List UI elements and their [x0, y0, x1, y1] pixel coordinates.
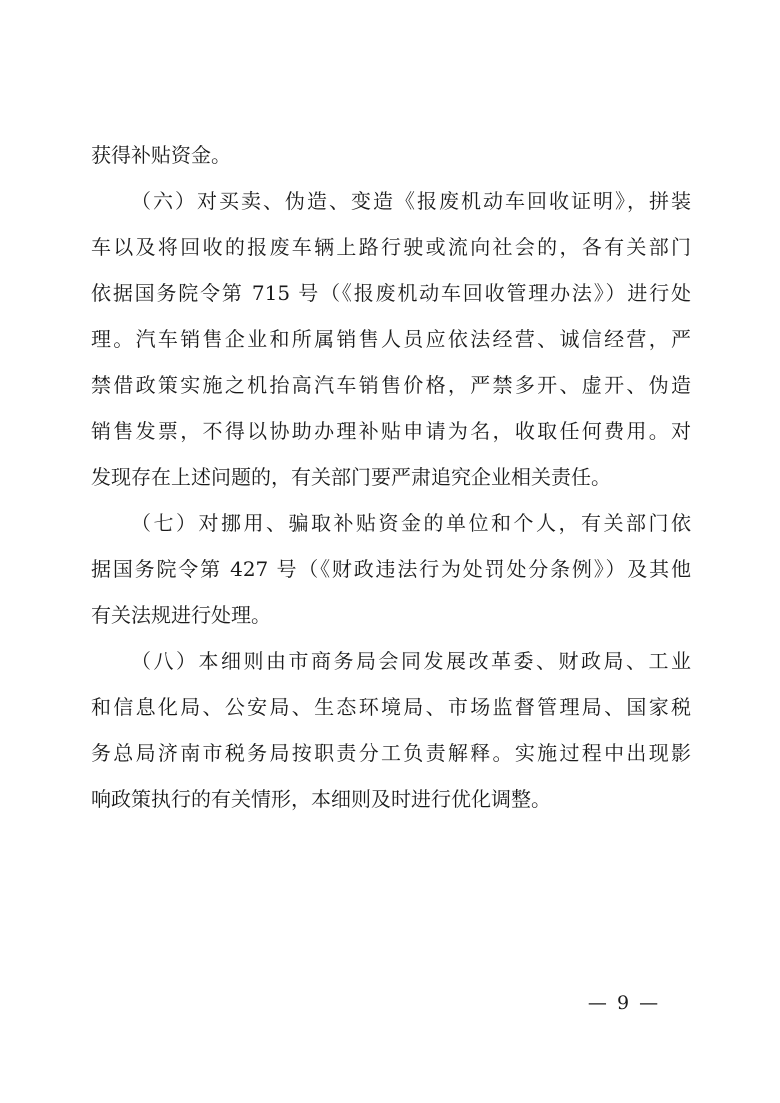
text-line: （八）本细则由市商务局会同发展改革委、财政局、工业: [131, 649, 691, 673]
text-line: 依据国务院令第 715 号（《报废机动车回收管理办法》）进行处: [91, 281, 691, 305]
text-line: 获得补贴资金。: [91, 143, 231, 167]
text-line: 据国务院令第 427 号（《财政违法行为处罚处分条例》）及其他: [91, 557, 691, 581]
text-line: 和信息化局、公安局、生态环境局、市场监督管理局、国家税: [91, 695, 691, 719]
body-text: [91, 132, 691, 822]
text-line: 禁借政策实施之机抬高汽车销售价格，严禁多开、虚开、伪造: [91, 373, 691, 397]
text-line: 理。汽车销售企业和所属销售人员应依法经营、诚信经营，严: [91, 327, 691, 351]
text-line: 发现存在上述问题的，有关部门要严肃追究企业相关责任。: [91, 465, 611, 489]
text-line: （七）对挪用、骗取补贴资金的单位和个人，有关部门依: [131, 511, 691, 535]
text-line: 务总局济南市税务局按职责分工负责解释。实施过程中出现影: [91, 741, 691, 765]
text-line: 车以及将回收的报废车辆上路行驶或流向社会的，各有关部门: [91, 235, 691, 259]
text-line: 销售发票，不得以协助办理补贴申请为名，收取任何费用。对: [91, 419, 691, 443]
page-number: — 9 —: [587, 992, 661, 1014]
text-line: 响政策执行的有关情形，本细则及时进行优化调整。: [91, 787, 551, 811]
text-line: （六）对买卖、伪造、变造《报废机动车回收证明》，拼装: [131, 189, 691, 213]
text-line: 有关法规进行处理。: [91, 603, 271, 627]
